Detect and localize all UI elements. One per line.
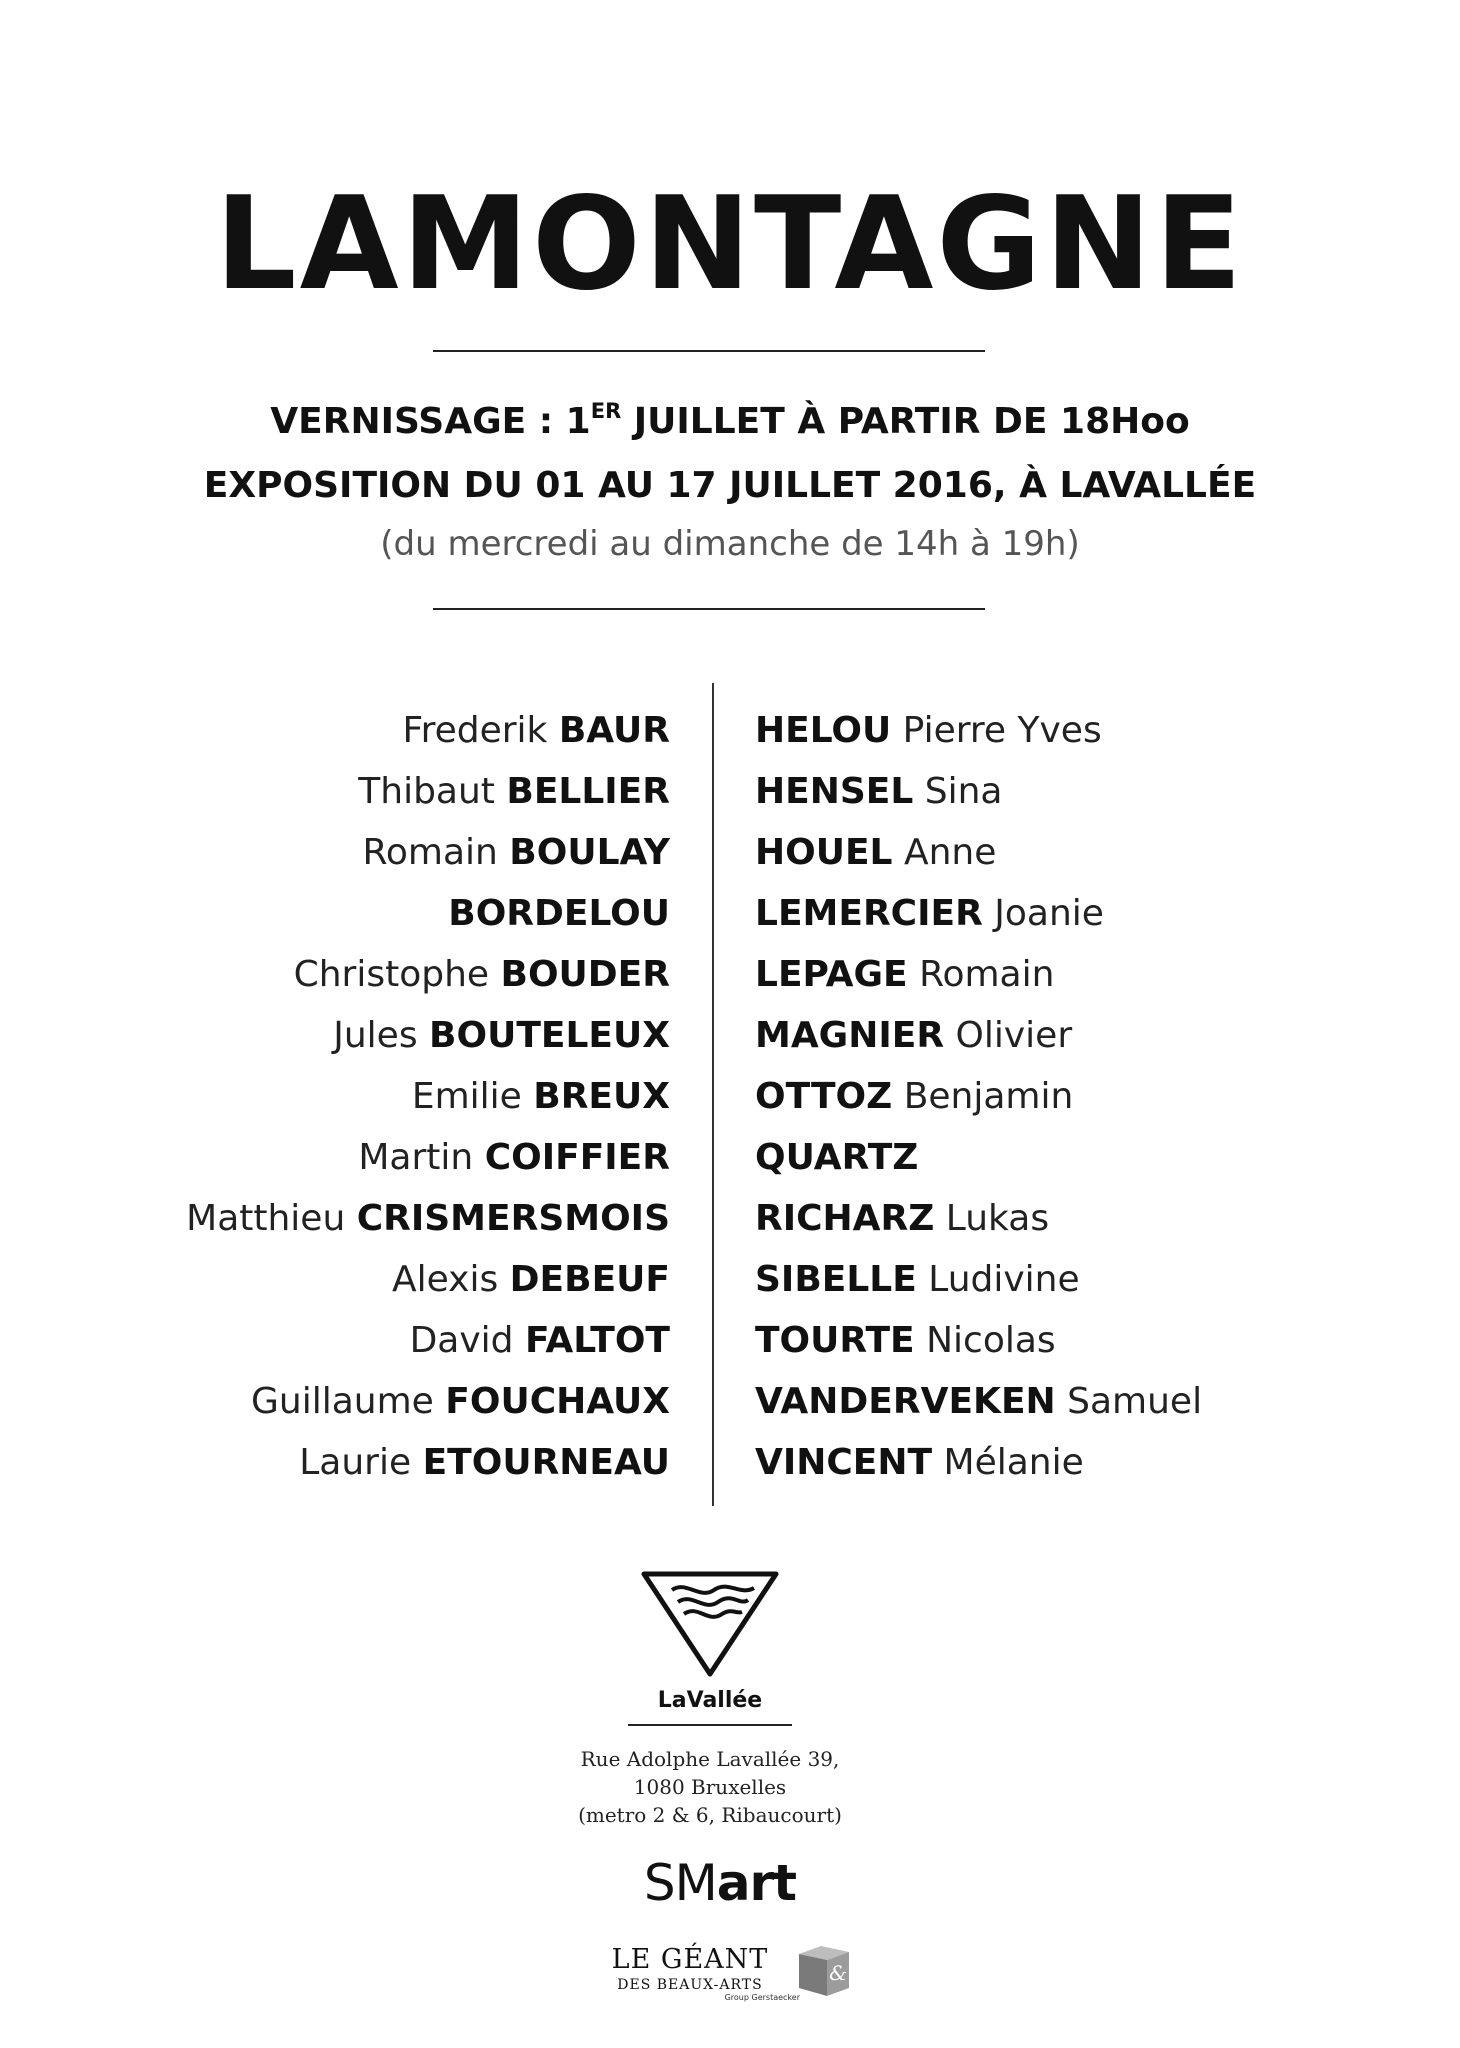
geant-logo-line1: LE GÉANT	[611, 1944, 769, 1975]
artist-last-name: VANDERVEKEN	[755, 1381, 1056, 1422]
artist-left-6	[100, 1066, 670, 1127]
artist-left-4	[100, 944, 670, 1005]
artist-last-name: BOUTELEUX	[429, 1015, 670, 1056]
artist-left-3	[100, 883, 670, 944]
artist-right-10	[755, 1310, 1375, 1371]
artist-last-name: SIBELLE	[755, 1259, 917, 1300]
artist-last-name: RICHARZ	[755, 1198, 935, 1239]
artist-last-name: COIFFIER	[484, 1137, 670, 1178]
artist-first-name: Frederik	[402, 710, 559, 751]
artist-first-name: Laurie	[299, 1442, 423, 1483]
artist-first-name: Alexis	[392, 1259, 510, 1300]
artist-left-5	[100, 1005, 670, 1066]
page-title: LAMONTAGNE	[215, 170, 1245, 319]
artist-right-8	[755, 1188, 1375, 1249]
artist-last-name: CRISMERSMOIS	[356, 1198, 670, 1239]
artist-left-2	[100, 822, 670, 883]
artist-first-name: Guillaume	[251, 1381, 446, 1422]
artist-last-name: OTTOZ	[755, 1076, 893, 1117]
artist-right-6	[755, 1066, 1375, 1127]
artist-first-name: Mélanie	[932, 1442, 1084, 1483]
artist-first-name: Pierre Yves	[891, 710, 1102, 751]
artist-left-9	[100, 1249, 670, 1310]
vernissage-sup: ER	[590, 399, 622, 423]
artist-left-0	[100, 700, 670, 761]
divider-middle	[433, 608, 985, 610]
address-line: Rue Adolphe Lavallée 39,	[580, 1747, 840, 1771]
artist-right-11	[755, 1371, 1375, 1432]
divider-logo	[628, 1724, 792, 1726]
artist-first-name: Lukas	[934, 1198, 1050, 1239]
artist-last-name: BELLIER	[506, 771, 670, 812]
artist-last-name: FALTOT	[524, 1320, 670, 1361]
artist-right-2	[755, 822, 1375, 883]
artist-right-3	[755, 883, 1375, 944]
artist-right-9	[755, 1249, 1375, 1310]
column-divider	[712, 683, 714, 1506]
artist-last-name: QUARTZ	[755, 1137, 919, 1178]
geant-logo-line3: Group Gerstaecker	[724, 1993, 800, 2002]
artist-left-10	[100, 1310, 670, 1371]
artist-first-name: Samuel	[1055, 1381, 1203, 1422]
cube-icon	[795, 1942, 853, 1998]
artist-left-12	[100, 1432, 670, 1493]
artist-left-8	[100, 1188, 670, 1249]
opening-hours: (du mercredi au dimanche de 14h à 19h)	[380, 524, 1080, 564]
artist-last-name: LEPAGE	[755, 954, 908, 995]
artist-list-left	[100, 700, 670, 1493]
artist-first-name: Olivier	[944, 1015, 1073, 1056]
smart-logo-part: SM	[643, 1854, 717, 1912]
artist-first-name: Benjamin	[892, 1076, 1074, 1117]
vernissage-line	[0, 400, 1460, 444]
artist-right-5	[755, 1005, 1375, 1066]
artist-first-name: Thibaut	[358, 771, 507, 812]
artist-left-7	[100, 1127, 670, 1188]
artist-last-name: BAUR	[558, 710, 670, 751]
artist-first-name: Romain	[907, 954, 1055, 995]
address-line: 1080 Bruxelles	[633, 1775, 787, 1799]
artist-left-11	[100, 1371, 670, 1432]
artist-last-name: BOUDER	[500, 954, 670, 995]
artist-right-7	[755, 1127, 1375, 1188]
artist-last-name: BREUX	[533, 1076, 670, 1117]
artist-first-name: Jules	[333, 1015, 430, 1056]
artist-last-name: DEBEUF	[509, 1259, 670, 1300]
lavallee-logo-icon	[640, 1570, 780, 1682]
artist-first-name: Romain	[362, 832, 510, 873]
vernissage-prefix: VERNISSAGE : 1	[270, 401, 591, 442]
artist-right-12	[755, 1432, 1375, 1493]
artist-last-name: FOUCHAUX	[445, 1381, 670, 1422]
artist-first-name: Martin	[358, 1137, 485, 1178]
artist-last-name: HOUEL	[755, 832, 893, 873]
artist-first-name: Christophe	[293, 954, 501, 995]
smart-logo	[600, 1855, 840, 1911]
artist-right-1	[755, 761, 1375, 822]
artist-first-name: Anne	[892, 832, 997, 873]
artist-last-name: ETOURNEAU	[422, 1442, 670, 1483]
artist-last-name: VINCENT	[755, 1442, 933, 1483]
artist-last-name: BOULAY	[509, 832, 670, 873]
artist-right-0	[755, 700, 1375, 761]
artist-last-name: HENSEL	[755, 771, 914, 812]
artist-last-name: BORDELOU	[448, 893, 670, 934]
artist-first-name: Ludivine	[916, 1259, 1080, 1300]
artist-last-name: HELOU	[755, 710, 892, 751]
artist-first-name: Matthieu	[186, 1198, 357, 1239]
lavallee-logo-name: LaVallée	[657, 1688, 763, 1713]
artist-last-name: MAGNIER	[755, 1015, 945, 1056]
geant-logo-line2: DES BEAUX-ARTS	[617, 1977, 763, 1993]
smart-logo-part-bold: art	[716, 1854, 797, 1912]
artist-first-name: Nicolas	[914, 1320, 1056, 1361]
artist-last-name: TOURTE	[755, 1320, 915, 1361]
artist-list-right	[755, 700, 1375, 1493]
artist-first-name: Joanie	[982, 893, 1104, 934]
divider-top	[433, 350, 985, 352]
artist-left-1	[100, 761, 670, 822]
artist-last-name: LEMERCIER	[755, 893, 983, 934]
exposition-line: EXPOSITION DU 01 AU 17 JUILLET 2016, À LAVALLÉE	[203, 465, 1257, 506]
vernissage-suffix: JUILLET À PARTIR DE 18Hoo	[621, 401, 1190, 442]
artist-right-4	[755, 944, 1375, 1005]
artist-first-name: David	[409, 1320, 525, 1361]
artist-first-name: Sina	[913, 771, 1003, 812]
cube-glyph: &	[829, 1961, 847, 1985]
artist-first-name: Emilie	[411, 1076, 534, 1117]
address-line: (metro 2 & 6, Ribaucourt)	[578, 1803, 842, 1827]
venue-address	[530, 1745, 890, 1829]
